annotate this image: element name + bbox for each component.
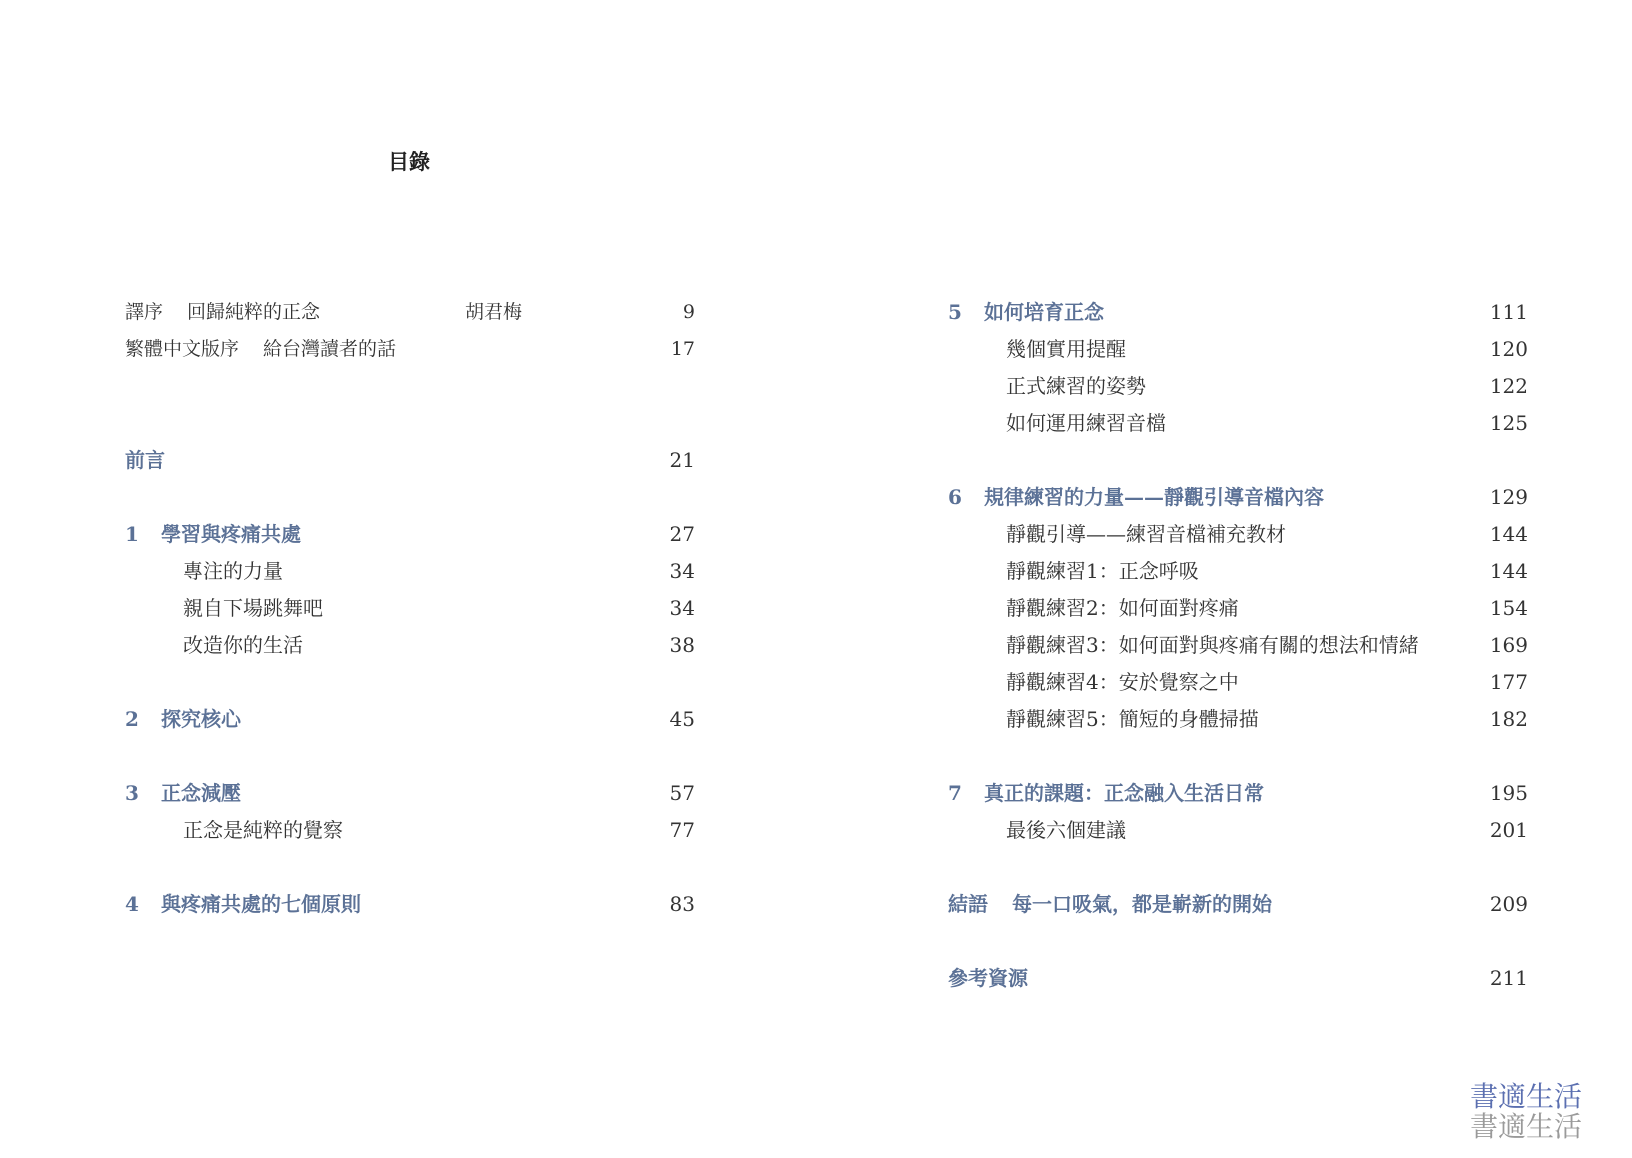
page-number: 17 [670,338,695,360]
chapter-title: 與疼痛共處的七個原則 [161,892,361,916]
page-number: 195 [1489,781,1528,805]
toc-section[interactable] [948,553,1528,590]
front-matter-title: 給台灣讀者的話 [263,338,397,360]
toc-entry-conclusion[interactable] [948,886,1528,923]
section-title: 親自下場跳舞吧 [183,596,323,620]
conclusion-title: 每一口吸氣，都是嶄新的開始 [1012,892,1272,916]
chapter-number: 3 [125,781,139,805]
toc-chapter-3[interactable] [125,775,695,812]
section-title: 靜觀練習1：正念呼吸 [1006,559,1199,583]
section-title: 靜觀練習3：如何面對與疼痛有關的想法和情緒 [1006,633,1419,657]
toc-right-column [948,294,1528,997]
references-title: 參考資源 [948,966,1028,990]
publisher-watermark-shadow: 書適生活 [1470,1110,1583,1143]
section-title: 正式練習的姿勢 [1006,374,1146,398]
toc-chapter-7[interactable] [948,775,1528,812]
front-matter-label: 譯序 [125,301,164,323]
page-number: 129 [1489,485,1528,509]
section-title: 幾個實用提醒 [1006,337,1126,361]
page-number: 120 [1489,337,1528,361]
toc-entry-references[interactable] [948,960,1528,997]
toc-chapter-5[interactable] [948,294,1528,331]
toc-section[interactable] [948,331,1528,368]
chapter-number: 2 [125,707,139,731]
front-matter-label: 繁體中文版序 [125,338,240,360]
toc-section[interactable] [948,516,1528,553]
toc-section[interactable] [948,627,1528,664]
chapter-title: 真正的課題：正念融入生活日常 [984,781,1264,805]
toc-left-column [125,294,695,923]
toc-section[interactable] [125,553,695,590]
chapter-number: 6 [948,485,962,509]
page-number: 45 [669,707,695,731]
page-number: 38 [669,633,695,657]
toc-section[interactable] [948,368,1528,405]
chapter-title: 探究核心 [161,707,241,731]
front-matter-author: 胡君梅 [465,301,523,323]
chapter-number: 4 [125,892,139,916]
page-number: 211 [1489,966,1528,990]
page-number: 177 [1489,670,1528,694]
toc-section[interactable] [125,812,695,849]
toc-chapter-1[interactable] [125,516,695,553]
page-number: 154 [1489,596,1528,620]
chapter-title: 正念減壓 [161,781,241,805]
page-number: 9 [682,301,695,323]
chapter-title: 如何培育正念 [984,300,1104,324]
chapter-number: 5 [948,300,962,324]
chapter-number: 1 [125,522,139,546]
chapter-title: 規律練習的力量——靜觀引導音檔內容 [984,485,1324,509]
page-number: 34 [669,596,695,620]
front-matter-title: 回歸純粹的正念 [187,301,321,323]
toc-section[interactable] [948,701,1528,738]
section-title: 靜觀練習5：簡短的身體掃描 [1006,707,1259,731]
page-number: 34 [669,559,695,583]
page-number: 111 [1489,300,1528,324]
page-number: 144 [1489,522,1528,546]
toc-section[interactable] [948,405,1528,442]
section-title: 改造你的生活 [183,633,303,657]
toc-section[interactable] [948,664,1528,701]
page-number: 122 [1489,374,1528,398]
toc-section[interactable] [125,627,695,664]
section-title: 靜觀引導——練習音檔補充教材 [1006,522,1286,546]
page-number: 27 [669,522,695,546]
conclusion-label: 結語 [948,892,988,916]
front-matter-chinese-preface[interactable] [125,331,695,368]
page-number: 21 [669,448,695,472]
page-number: 182 [1489,707,1528,731]
toc-section[interactable] [125,590,695,627]
publisher-watermark-primary: 書適生活 [1470,1080,1583,1113]
page-title: 目錄 [388,149,430,174]
page-number: 125 [1489,411,1528,435]
toc-entry-preface[interactable] [125,442,695,479]
toc-chapter-4[interactable] [125,886,695,923]
toc-section[interactable] [948,812,1528,849]
chapter-number: 7 [948,781,962,805]
page-number: 83 [669,892,695,916]
page-number: 169 [1489,633,1528,657]
toc-section[interactable] [948,590,1528,627]
page-number: 77 [669,818,695,842]
page-number: 201 [1489,818,1528,842]
preface-title: 前言 [125,448,165,472]
chapter-title: 學習與疼痛共處 [161,522,301,546]
page-number: 209 [1489,892,1528,916]
section-title: 正念是純粹的覺察 [183,818,343,842]
page-number: 57 [669,781,695,805]
toc-chapter-6[interactable] [948,479,1528,516]
section-title: 靜觀練習2：如何面對疼痛 [1006,596,1239,620]
section-title: 如何運用練習音檔 [1006,411,1166,435]
front-matter-translator-preface[interactable] [125,294,695,331]
toc-chapter-2[interactable] [125,701,695,738]
section-title: 專注的力量 [183,559,283,583]
section-title: 最後六個建議 [1006,818,1126,842]
page-number: 144 [1489,559,1528,583]
section-title: 靜觀練習4：安於覺察之中 [1006,670,1239,694]
